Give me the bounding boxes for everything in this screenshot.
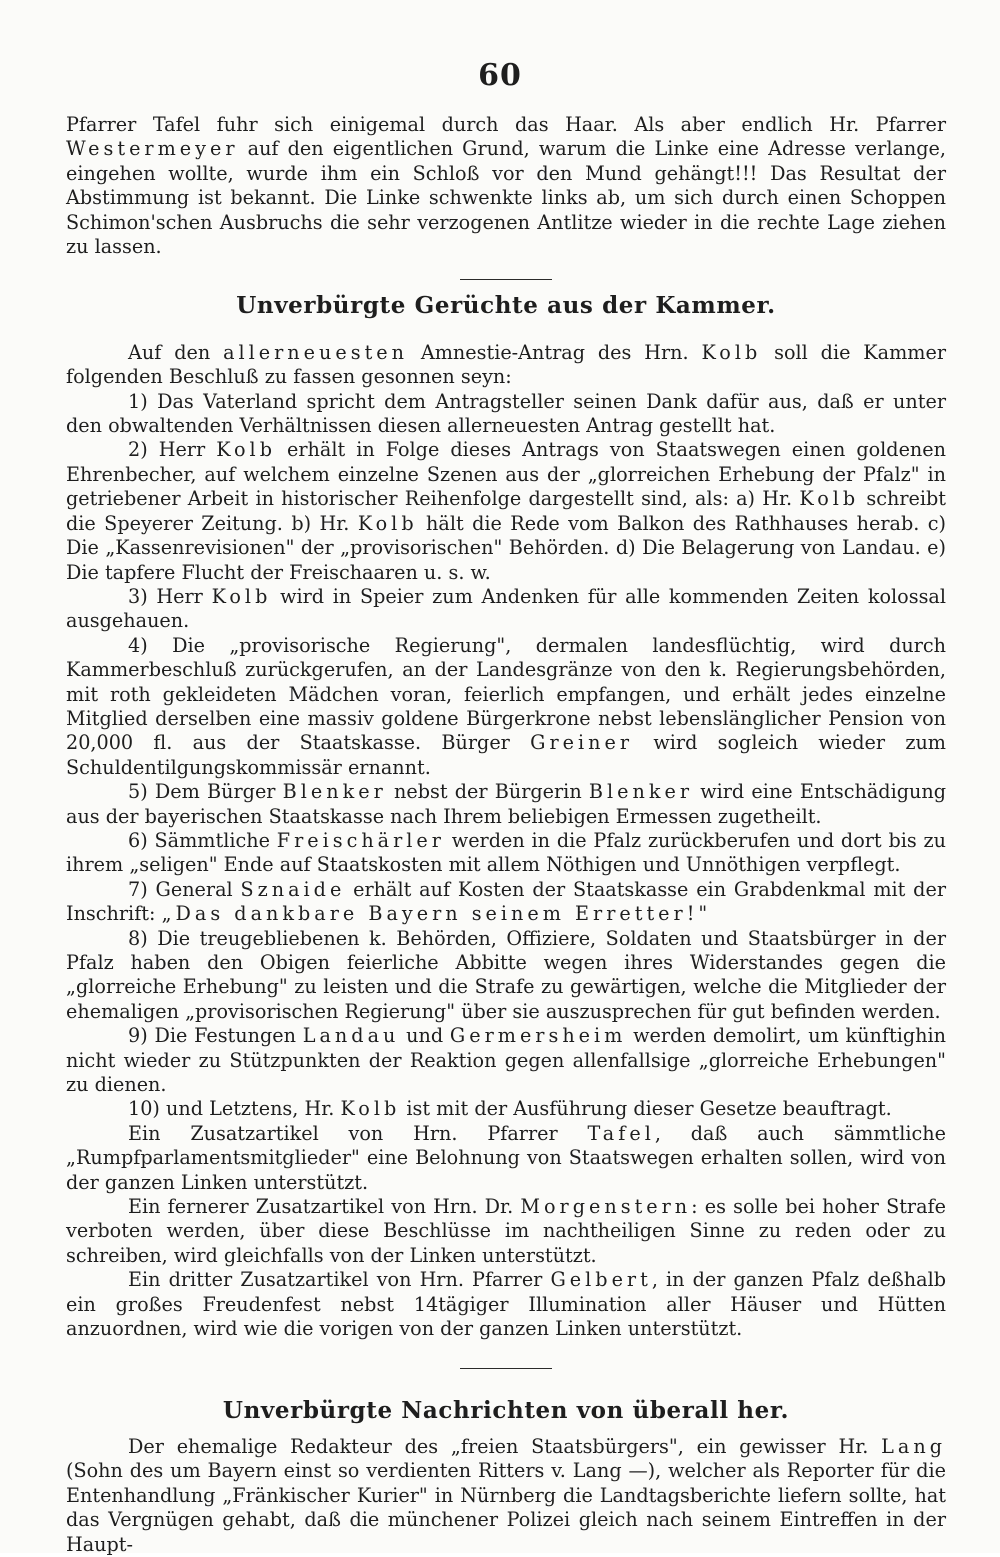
list-item-8: 8) Die treugebliebenen k. Behörden, Offiziere, Soldaten und Staatsbürger in der Pfalz haben den Obigen feierliche Abbitte wegen ihres Widerstandes gegen die „glorreiche Erhebung" zu leisten und die Strafe zu gewärtigen, welche die Mitglieder der ehemaligen „provisorischen Regierung" über sie auszusprechen für gut befinden werden.: [66, 926, 946, 1023]
intro-paragraph: Pfarrer Tafel fuhr sich einigemal durch das Haar. Als aber endlich Hr. Pfarrer Westermeyer auf den eigentlichen Grund, warum die Linke eine Adresse verlange, eingehen wollte, wurde ihm ein Schloß vor den Mund gehängt!!! Das Resultat der Abstimmung ist bekannt. Die Linke schwenkte links ab, um sich durch einen Schoppen Schimon'schen Ausbruchs die sehr verzogenen Antlitze wieder in die rechte Lage ziehen zu lassen.: [66, 113, 946, 259]
list-item-3: 3) Herr Kolb wird in Speier zum Andenken für alle kommenden Zeiten kolossal ausgehauen.: [66, 584, 947, 633]
list-item-10: 10) und Letztens, Hr. Kolb ist mit der Ausführung dieser Gesetze beauftragt.: [128, 1097, 892, 1121]
paragraph-beschluss-intro: Auf den allerneuesten Amnestie-Antrag des Hrn. Kolb soll die Kammer folgenden Beschluß zu fassen gesonnen seyn:: [66, 340, 947, 389]
section-heading-geruechte: Unverbürgte Gerüchte aus der Kammer.: [236, 292, 776, 320]
section-heading-nachrichten: Unverbürgte Nachrichten von überall her.: [222, 1396, 790, 1424]
section-divider: [460, 1368, 552, 1369]
list-item-4: 4) Die „provisorische Regierung", dermalen landesflüchtig, wird durch Kammerbeschluß zurückgerufen, an der Landesgränze von den k. Regierungsbehörden, mit roth gekleideten Mädchen voran, feierlich empfangen, und erhält jedes einzelne Mitglied derselben eine massiv goldene Bürgerkrone nebst lebenslänglicher Pension von 20,000 fl. aus der Staatskasse. Bürger Greiner wird sogleich wieder zum Schuldentilgungskommissär ernannt.: [66, 633, 947, 779]
list-item-5: 5) Dem Bürger Blenker nebst der Bürgerin Blenker wird eine Entschädigung aus der bayerischen Staatskasse nach Ihrem beliebigen Ermessen zugetheilt.: [66, 780, 946, 828]
paragraph-zusatzartikel-1: Ein Zusatzartikel von Hrn. Pfarrer Tafel, daß auch sämmtliche „Rumpfparlamentsmitglieder" eine Belohnung von Staatswegen erhalten sollen, wird von der ganzen Linken unterstützt.: [66, 1121, 946, 1194]
list-item-9: 9) Die Festungen Landau und Germersheim werden demolirt, um künftighin nicht wieder zu Stützpunkten der Reaktion gegen allenfallsige „glorreiche Erhebungen" zu dienen.: [66, 1024, 946, 1097]
list-item-6: 6) Sämmtliche Freischärler werden in die Pfalz zurückberufen und dort bis zu ihrem „seligen" Ende auf Staatskosten mit allem Nöthigen und Unnöthigen verpflegt.: [66, 828, 946, 877]
paragraph-zusatzartikel-2: Ein fernerer Zusatzartikel von Hrn. Dr. Morgenstern: es solle bei hoher Strafe verboten werden, über diese Beschlüsse im nachtheiligen Sinne zu reden oder zu schreiben, wird gleichfalls von der Linken unterstützt.: [66, 1195, 947, 1267]
list-item-2: 2) Herr Kolb erhält in Folge dieses Antrags von Staatswegen einen goldenen Ehrenbecher, auf welchem einzelne Szenen aus der „glorreichen Erhebung der Pfalz" in getriebener Arbeit in historischer Reihenfolge dargestellt sind, als: a) Hr. Kolb schreibt die Speyerer Zeitung. b) Hr. Kolb hält die Rede vom Balkon des Rathhauses herab. c) Die „Kassenrevisionen" der „provisorischen" Behörden. d) Die Belagerung von Landau. e) Die tapfere Flucht der Freischaaren u. s. w.: [66, 438, 946, 584]
paragraph-zusatzartikel-3: Ein dritter Zusatzartikel von Hrn. Pfarrer Gelbert, in der ganzen Pfalz deßhalb ein großes Freudenfest nebst 14tägiger Illumination aller Häuser und Hütten anzuordnen, wird wie die vorigen von der ganzen Linken unterstützt.: [66, 1268, 946, 1341]
list-item-1: 1) Das Vaterland spricht dem Antragsteller seinen Dank dafür aus, daß er unter den obwaltenden Verhältnissen diesen allerneuesten Antrag gestellt hat.: [66, 389, 946, 438]
text-column: [66, 113, 946, 1557]
section-divider: [460, 279, 552, 280]
paragraph-lang: Der ehemalige Redakteur des „freien Staatsbürgers", ein gewisser Hr. Lang (Sohn des um Bayern einst so verdienten Ritters v. Lang —), welcher als Reporter für die Entenhandlung „Fränkischer Kurier" in Nürnberg die Landtagsberichte liefern sollte, hat das Vergnügen gehabt, daß die münchener Polizei gleich nach seinem Eintreffen in der Haupt-: [66, 1434, 946, 1556]
page-number: 60: [478, 58, 522, 93]
list-item-7: 7) General Sznaide erhält auf Kosten der Staatskasse ein Grabdenkmal mit der Inschrift: „Das dankbare Bayern seinem Erretter!": [66, 877, 946, 926]
